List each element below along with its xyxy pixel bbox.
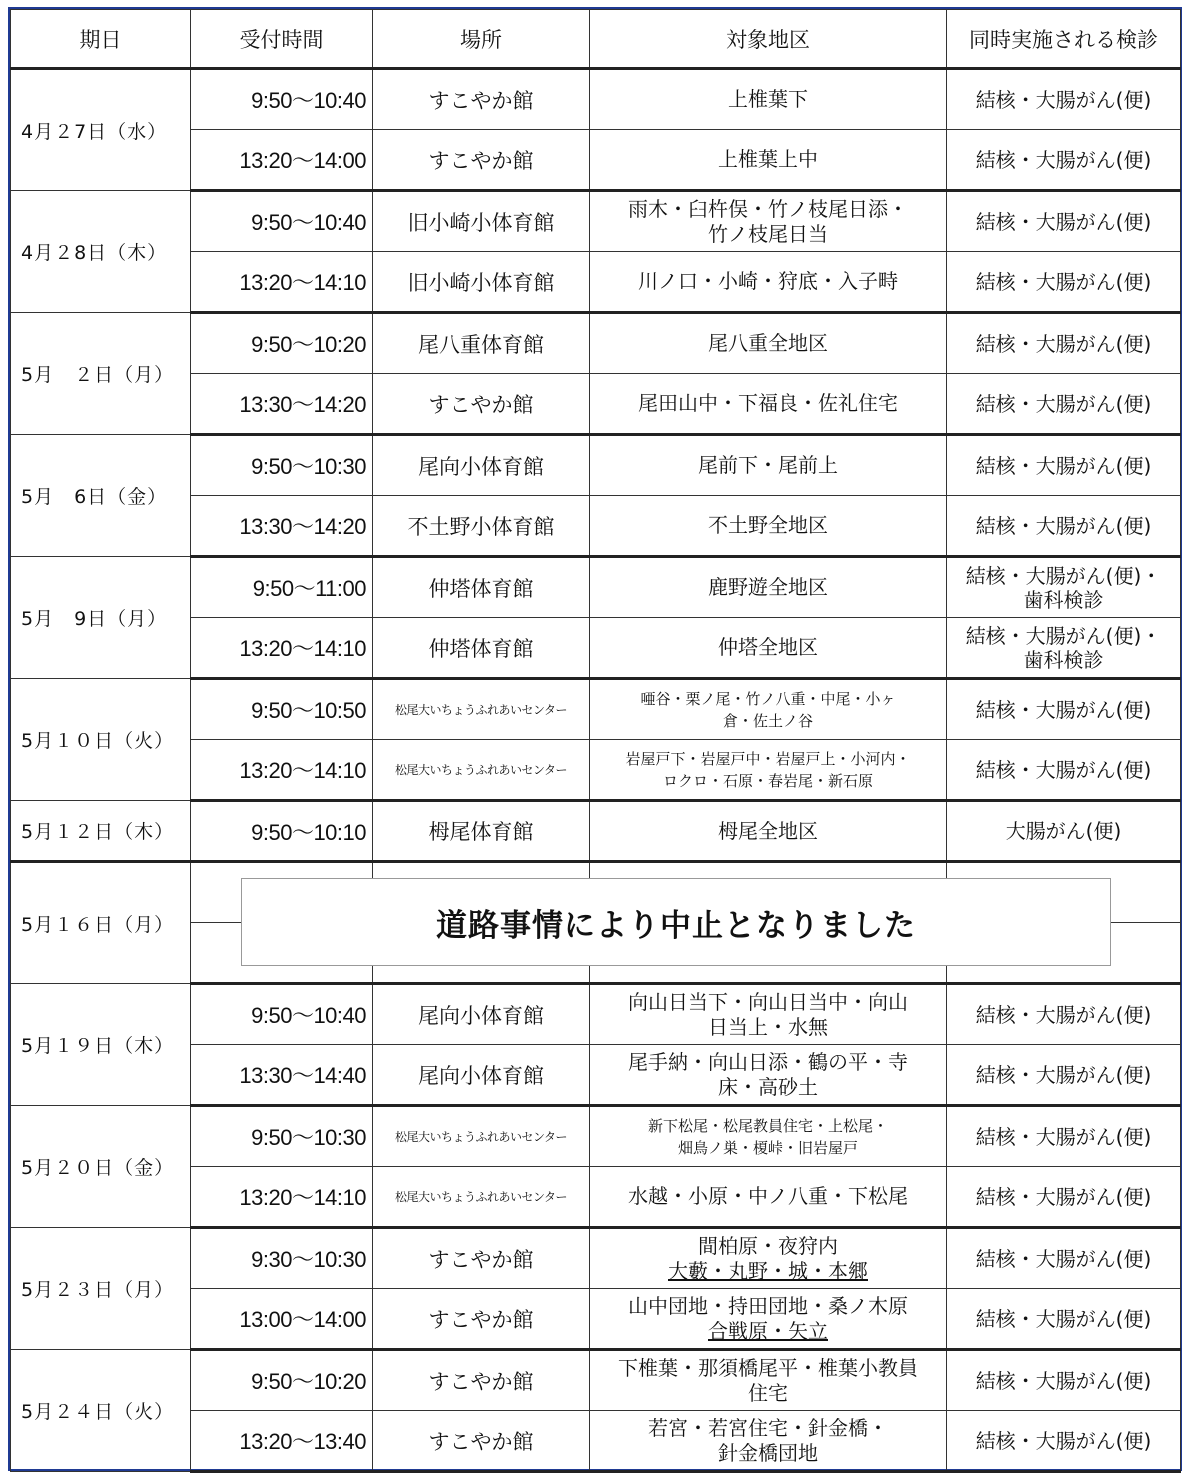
date-cell: 5月２４日（火） (11, 1350, 191, 1472)
place-cell: 松尾大いちょうふれあいセンター (373, 740, 590, 801)
date-cell: 5月１０日（火） (11, 679, 191, 801)
exam-cell (947, 1289, 1181, 1350)
place-cell: すこやか館 (373, 130, 590, 191)
exam-line: 結核・大腸がん(便)・ (965, 563, 1162, 588)
area-line: 仲塔全地区 (718, 635, 818, 659)
area-line: 鹿野遊全地区 (708, 575, 828, 599)
area-line: 尾前下・尾前上 (698, 453, 838, 477)
area-line: 住宅 (748, 1380, 788, 1405)
area-line: 倉・佐土ノ谷 (722, 711, 813, 730)
area-cell (590, 1167, 947, 1228)
exam-cell (947, 1411, 1181, 1472)
table-row (11, 984, 1181, 1045)
area-line: 上椎葉上中 (718, 147, 818, 171)
date-cell: 5月 9日（月） (11, 557, 191, 679)
exam-line: 歯科検診 (1023, 647, 1104, 672)
exam-cell (947, 679, 1181, 740)
header-area: 対象地区 (590, 10, 947, 69)
time-cell: 13:30～14:20 (191, 496, 373, 557)
exam-line: 結核・大腸がん(便) (975, 697, 1152, 722)
date-cell: 5月 6日（金） (11, 435, 191, 557)
area-cell (590, 191, 947, 252)
date-cell: 5月１２日（木） (11, 801, 191, 862)
exam-line: 結核・大腸がん(便) (975, 209, 1152, 234)
exam-cell (947, 435, 1181, 496)
place-cell: 旧小崎小体育館 (373, 252, 590, 313)
date-cell: 5月１９日（木） (11, 984, 191, 1106)
area-line: 向山日当下・向山日当中・向山 (628, 989, 908, 1014)
date-cell: 4月２7日（水） (11, 69, 191, 191)
exam-cell (947, 1228, 1181, 1289)
area-line: 唖谷・栗ノ尾・竹ノ八重・中尾・小ヶ (640, 689, 896, 708)
exam-line: 結核・大腸がん(便)・ (965, 623, 1162, 648)
table-row (11, 557, 1181, 618)
area-cell (590, 130, 947, 191)
place-cell: 不土野小体育館 (373, 496, 590, 557)
header-row (11, 10, 1181, 69)
exam-cell (947, 984, 1181, 1045)
place-cell: 仲塔体育館 (373, 618, 590, 679)
table-row (11, 801, 1181, 862)
place-cell: 尾向小体育館 (373, 984, 590, 1045)
date-cell: 5月 ２日（月） (11, 313, 191, 435)
exam-cell (947, 252, 1181, 313)
exam-cell (947, 496, 1181, 557)
time-cell: 9:50～10:20 (191, 313, 373, 374)
place-cell: すこやか館 (373, 1350, 590, 1411)
date-cell: 5月２３日（月） (11, 1228, 191, 1350)
place-cell: 旧小崎小体育館 (373, 191, 590, 252)
exam-cell (947, 69, 1181, 130)
table-row (11, 435, 1181, 496)
exam-cell (947, 801, 1181, 862)
area-cell (590, 496, 947, 557)
area-cell (590, 374, 947, 435)
area-line: 下椎葉・那須橋尾平・椎葉小教員 (618, 1355, 918, 1380)
time-cell: 13:20～14:10 (191, 740, 373, 801)
place-cell: 尾向小体育館 (373, 435, 590, 496)
exam-line: 結核・大腸がん(便) (975, 1062, 1152, 1087)
place-cell: 尾八重体育館 (373, 313, 590, 374)
place-cell: 松尾大いちょうふれあいセンター (373, 1167, 590, 1228)
time-cell: 13:00～14:00 (191, 1289, 373, 1350)
header-date: 期日 (11, 10, 191, 69)
area-line: 畑鳥ノ巣・榎峠・旧岩屋戸 (677, 1138, 858, 1157)
exam-line: 結核・大腸がん(便) (975, 1002, 1152, 1027)
header-time: 受付時間 (191, 10, 373, 69)
exam-cell (947, 374, 1181, 435)
exam-cell (947, 1106, 1181, 1167)
time-cell: 13:20～14:10 (191, 1167, 373, 1228)
exam-cell (947, 618, 1181, 679)
place-cell: 松尾大いちょうふれあいセンター (373, 1106, 590, 1167)
exam-line: 結核・大腸がん(便) (975, 87, 1152, 112)
area-line: 尾手納・向山日添・鶴の平・寺 (628, 1049, 908, 1074)
time-cell: 9:50～10:50 (191, 679, 373, 740)
table-row (11, 1228, 1181, 1289)
place-cell: すこやか館 (373, 1228, 590, 1289)
area-line (592, 1319, 944, 1344)
header-place: 場所 (373, 10, 590, 69)
exam-line: 結核・大腸がん(便) (975, 391, 1152, 416)
area-line: 針金橋団地 (718, 1440, 818, 1465)
area-cell (590, 679, 947, 740)
cancel-notice: 道路事情により中止となりました (241, 878, 1111, 966)
time-cell: 9:30～10:30 (191, 1228, 373, 1289)
area-line: 川ノ口・小崎・狩底・入子畤 (638, 269, 898, 293)
area-line: 山中団地・持田団地・桑ノ木原 (628, 1293, 908, 1318)
area-line: 雨木・臼杵俣・竹ノ枝尾日添・ (628, 196, 908, 221)
exam-line: 歯科検診 (1023, 587, 1104, 612)
area-cell (590, 740, 947, 801)
time-cell: 9:50～10:10 (191, 801, 373, 862)
time-cell: 9:50～10:30 (191, 1106, 373, 1167)
exam-cell (947, 740, 1181, 801)
table-row (11, 1350, 1181, 1411)
area-line: 若宮・若宮住宅・針金橋・ (648, 1415, 888, 1440)
area-line: 岩屋戸下・岩屋戸中・岩屋戸上・小河内・ (625, 749, 911, 768)
area-cell (590, 252, 947, 313)
time-cell: 9:50～10:40 (191, 69, 373, 130)
area-line: 新下松尾・松尾教員住宅・上松尾・ (647, 1116, 888, 1135)
time-cell: 13:30～14:20 (191, 374, 373, 435)
area-cell (590, 801, 947, 862)
time-cell: 9:50～11:00 (191, 557, 373, 618)
exam-line: 結核・大腸がん(便) (975, 757, 1152, 782)
date-cell: 5月１６日（月） (11, 862, 191, 984)
time-cell: 9:50～10:20 (191, 1350, 373, 1411)
area-line: 尾田山中・下福良・佐礼住宅 (638, 391, 898, 415)
time-cell: 13:30～14:40 (191, 1045, 373, 1106)
area-line (592, 1259, 944, 1284)
exam-cell (947, 313, 1181, 374)
area-cell (590, 69, 947, 130)
area-cell (590, 984, 947, 1045)
exam-cell (947, 1350, 1181, 1411)
place-cell: 尾向小体育館 (373, 1045, 590, 1106)
area-line-underlined: 大藪・丸野・城・本郷 (668, 1258, 868, 1283)
exam-cell (947, 1167, 1181, 1228)
area-line: 上椎葉下 (728, 87, 808, 111)
exam-line: 結核・大腸がん(便) (975, 331, 1152, 356)
area-cell (590, 618, 947, 679)
time-cell: 13:20～14:10 (191, 618, 373, 679)
time-cell: 13:20～14:10 (191, 252, 373, 313)
place-cell: 仲塔体育館 (373, 557, 590, 618)
exam-line: 結核・大腸がん(便) (975, 1124, 1152, 1149)
time-cell: 13:20～14:00 (191, 130, 373, 191)
area-cell (590, 1106, 947, 1167)
area-line: 栂尾全地区 (718, 818, 818, 843)
exam-line: 結核・大腸がん(便) (975, 1184, 1152, 1209)
date-cell: 4月２8日（木） (11, 191, 191, 313)
time-cell: 9:50～10:30 (191, 435, 373, 496)
area-line: 不土野全地区 (708, 513, 828, 537)
area-line: 竹ノ枝尾日当 (708, 221, 828, 246)
area-line: 床・高砂土 (718, 1074, 818, 1099)
header-exam: 同時実施される検診 (947, 10, 1181, 69)
exam-line: 結核・大腸がん(便) (975, 1306, 1152, 1331)
exam-line: 結核・大腸がん(便) (975, 513, 1152, 538)
area-line: 水越・小原・中ノ八重・下松尾 (628, 1184, 908, 1208)
exam-cell (947, 191, 1181, 252)
exam-line: 大腸がん(便) (1005, 819, 1122, 843)
place-cell: すこやか館 (373, 374, 590, 435)
area-line: 間柏原・夜狩内 (698, 1233, 838, 1258)
area-cell (590, 1350, 947, 1411)
schedule-body (11, 69, 1181, 1472)
exam-line: 結核・大腸がん(便) (975, 147, 1152, 172)
area-cell (590, 1289, 947, 1350)
place-cell: すこやか館 (373, 69, 590, 130)
area-cell (590, 1228, 947, 1289)
table-row (11, 191, 1181, 252)
table-row (11, 313, 1181, 374)
exam-line: 結核・大腸がん(便) (975, 453, 1152, 478)
table-row (11, 679, 1181, 740)
time-cell: 9:50～10:40 (191, 984, 373, 1045)
place-cell: 松尾大いちょうふれあいセンター (373, 679, 590, 740)
area-line: 尾八重全地区 (708, 331, 828, 355)
table-row (11, 1106, 1181, 1167)
schedule-table (10, 9, 1181, 1473)
place-cell: すこやか館 (373, 1289, 590, 1350)
exam-cell (947, 1045, 1181, 1106)
area-cell (590, 313, 947, 374)
time-cell: 13:20～13:40 (191, 1411, 373, 1472)
area-cell (590, 435, 947, 496)
exam-line: 結核・大腸がん(便) (975, 1428, 1152, 1453)
place-cell: 栂尾体育館 (373, 801, 590, 862)
exam-cell (947, 557, 1181, 618)
table-row (11, 69, 1181, 130)
area-line-underlined: 合戦原・矢立 (708, 1318, 828, 1343)
area-cell (590, 1045, 947, 1106)
date-cell: 5月２０日（金） (11, 1106, 191, 1228)
area-line: ロクロ・石原・春岩尾・新石原 (662, 771, 873, 790)
exam-line: 結核・大腸がん(便) (975, 1246, 1152, 1271)
area-cell (590, 1411, 947, 1472)
area-cell (590, 557, 947, 618)
exam-line: 結核・大腸がん(便) (975, 1368, 1152, 1393)
exam-line: 結核・大腸がん(便) (975, 269, 1152, 294)
area-line: 日当上・水無 (708, 1014, 828, 1039)
time-cell: 9:50～10:40 (191, 191, 373, 252)
place-cell: すこやか館 (373, 1411, 590, 1472)
exam-cell (947, 130, 1181, 191)
